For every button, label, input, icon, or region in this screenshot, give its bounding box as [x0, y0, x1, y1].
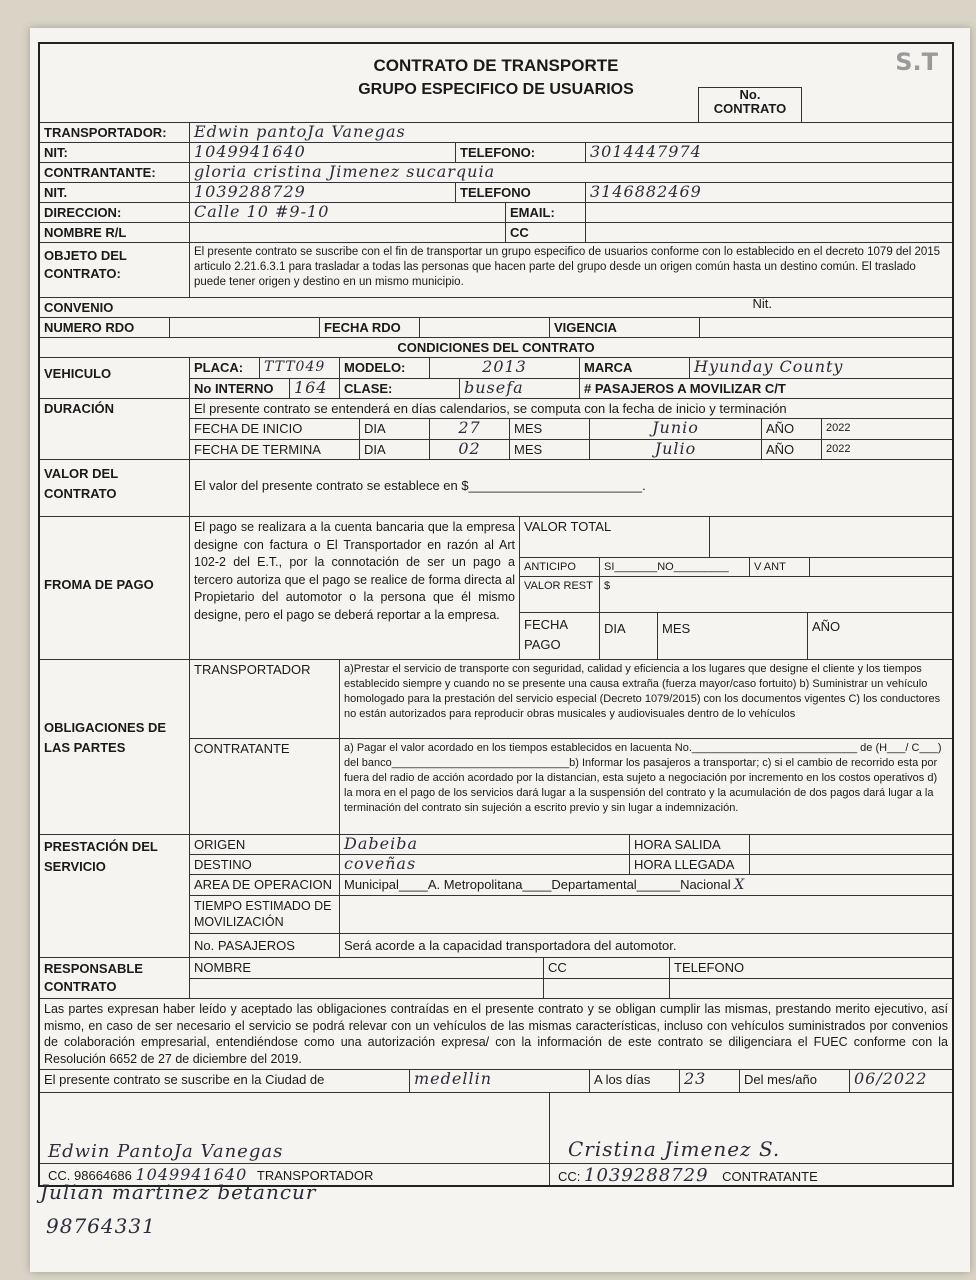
duracion-label: DURACIÓN: [40, 399, 190, 459]
vigencia-value: [700, 318, 952, 337]
valor-total-value: [710, 517, 952, 557]
suscripcion-mes-value: 06/2022: [854, 1070, 928, 1088]
direccion-value: Calle 10 #9-10: [190, 203, 506, 222]
obligaciones-transportador-text: a)Prestar el servicio de transporte con seguridad, calidad y eficiencia a los lugares que designe el cliente y los tiempos establecido siempre y cuando no se presente una causa extraña (fuerza mayor/caso fortuito) b) Suministrar un vehículo homologado para la prestación del servicio especial (Decreto 1079/2015) con los documentos vigentes C) los conductores no están autorizados para reproducir obras musicales y audiovisuales dentro de lo vehículos: [344, 663, 941, 720]
firma-contratante: Cristina Jimenez S.: [568, 1137, 781, 1161]
nombre-rl-value: [190, 223, 506, 242]
clase-label: CLASE:: [340, 379, 460, 399]
inicio-ano-label: AÑO: [762, 419, 822, 438]
marca-label: MARCA: [580, 358, 690, 378]
forma-pago-label: FROMA DE PAGO: [40, 517, 190, 659]
responsable-cc-label: CC: [544, 958, 670, 978]
inicio-ano-value: 2022: [826, 422, 851, 435]
modelo-label: MODELO:: [340, 358, 430, 378]
termina-dia-label: DIA: [360, 440, 430, 459]
telefono2-value: 3146882469: [590, 183, 702, 201]
no-pasajeros-text: Será acorde a la capacidad transportadora del automotor.: [344, 937, 677, 953]
v-ant-label: V ANT: [750, 558, 810, 576]
contrato-label: CONTRATO: [713, 101, 787, 116]
area-operacion-text: Municipal____A. Metropolitana____Departamental______Nacional: [344, 877, 731, 893]
firma-transportador: Edwin PantoJa Vanegas: [48, 1141, 284, 1162]
suscripcion-mes-label: Del mes/año: [740, 1070, 850, 1092]
numero-rdo-value: [170, 318, 320, 337]
condiciones-heading: CONDICIONES DEL CONTRATO: [397, 340, 595, 355]
convenio-nit-label: Nit.: [752, 298, 772, 311]
firma-transportador-cc: CC. 98664686: [48, 1168, 132, 1183]
valor-rest-label: VALOR REST: [520, 577, 600, 613]
transportador-value: Edwin pantoJa Vanegas: [194, 123, 406, 141]
company-logo: S.T: [895, 48, 938, 76]
valor-total-label: VALOR TOTAL: [520, 517, 710, 557]
inicio-dia-value: 27: [430, 419, 510, 438]
fecha-rdo-label: FECHA RDO: [320, 318, 420, 337]
no-label: No.: [739, 87, 761, 102]
hora-salida-value: [750, 835, 952, 854]
clausula-text: Las partes expresan haber leído y aceptado las obligaciones contraídas en el presente contrato y se obligan cumplir las mismas, prestando merito ejecutivo, así mismo, en caso de ser necesario el servicio se podrá relevar con un vehículos de las mismas características, incluso con vehículos suministrados por convenios de colaboración empresarial, entendiéndose como una autorización expresa/ con la información de este contrato se diligenciara el FUEC conforme con la Resolución 6652 de 27 de diciembre del 2019.: [44, 1002, 948, 1066]
firma-transportador-cc-hand: 1049941640: [135, 1165, 248, 1184]
telefono2-label: TELEFONO: [456, 183, 586, 202]
form-title: CONTRATO DE TRANSPORTE: [373, 56, 619, 75]
nit-label: NIT:: [40, 143, 190, 162]
inicio-mes-value: Junio: [590, 419, 762, 438]
pago-mes-label: MES: [658, 613, 808, 659]
firma-transportador-label: TRANSPORTADOR: [256, 1168, 374, 1183]
obligaciones-contratante-label: CONTRATANTE: [190, 739, 340, 834]
objeto-label: OBJETO DEL CONTRATO:: [40, 243, 190, 297]
header-row: [40, 44, 952, 123]
contratante-value: gloria cristina Jimenez sucarquia: [194, 163, 496, 181]
suscripcion-text: El presente contrato se suscribe en la Ciudad de: [40, 1070, 410, 1092]
valor-text: El valor del presente contrato se establece en $________________________.: [194, 478, 646, 493]
telefono-value: 3014447974: [590, 143, 702, 161]
no-pasajeros-label: No. PASAJEROS: [190, 934, 340, 957]
fecha-inicio-label: FECHA DE INICIO: [190, 419, 360, 438]
email-label: EMAIL:: [506, 203, 586, 222]
hora-salida-label: HORA SALIDA: [630, 835, 750, 854]
obligaciones-label: OBLIGACIONES DE LAS PARTES: [40, 660, 190, 834]
contract-form: [38, 42, 954, 1187]
nit2-label: NIT.: [40, 183, 190, 202]
responsable-telefono-label: TELEFONO: [674, 960, 745, 975]
email-value: [586, 203, 952, 222]
suscripcion-dias-value: 23: [680, 1070, 740, 1092]
hora-llegada-value: [750, 855, 952, 874]
valor-rest-value: $: [604, 579, 611, 592]
tiempo-estimado-label: TIEMPO ESTIMADO DE MOVILIZACIÓN: [190, 896, 340, 933]
hora-llegada-label: HORA LLEGADA: [630, 855, 750, 874]
obligaciones-contratante-text: a) Pagar el valor acordado en los tiempos establecidos en lacuenta No.___________________________ de (H___/ C___) del banco_____________________________b) Informar los pasajeros a transportar; c) si el cambio de recorrido esta por fuera del radio de acción acordado por la distancian, esta sujeto a negociación por incremento en los costos operativos d) la mora en el pago de los servicios dará lugar a la suspensión del contrato y la acumulación de dos pagos dará lugar a la terminación del contrato sin sujeción a escrito previo y sin lugar a indemnización.: [344, 741, 942, 814]
interno-value: 164: [290, 379, 340, 399]
contratante-label: CONTRANTANTE:: [40, 163, 190, 182]
cc-label: CC: [506, 223, 586, 242]
placa-value: TTT049: [260, 358, 340, 378]
firma-contratante-label: CONTRATANTE: [722, 1169, 818, 1184]
area-operacion-label: AREA DE OPERACION: [190, 875, 340, 895]
destino-label: DESTINO: [190, 855, 340, 874]
origen-value: Dabeiba: [340, 835, 630, 854]
obligaciones-transportador-label: TRANSPORTADOR: [190, 660, 340, 738]
anticipo-label: ANTICIPO: [520, 558, 600, 576]
inicio-dia-label: DIA: [360, 419, 430, 438]
direccion-label: DIRECCION:: [40, 203, 190, 222]
termina-dia-value: 02: [430, 440, 510, 459]
placa-label: PLACA:: [190, 358, 260, 378]
termina-mes-label: MES: [510, 440, 590, 459]
fecha-rdo-value: [420, 318, 550, 337]
form-subtitle: GRUPO ESPECIFICO DE USUARIOS: [358, 81, 634, 98]
handwritten-extra-number: 98764331: [46, 1214, 156, 1238]
nit-value: 1049941640: [190, 143, 456, 162]
tiempo-estimado-value: [340, 896, 952, 933]
termina-ano-value: 2022: [826, 442, 851, 455]
fecha-pago-label: FECHA PAGO: [520, 613, 600, 659]
duracion-text: El presente contrato se entenderá en días calendarios, se computa con la fecha de inicio y terminación: [194, 401, 787, 416]
handwritten-extra-name: Julian martinez betancur: [40, 1180, 317, 1204]
valor-label: VALOR DEL CONTRATO: [40, 460, 190, 516]
convenio-label: CONVENIO: [44, 300, 114, 315]
telefono-label: TELEFONO:: [456, 143, 586, 162]
forma-pago-text: El pago se realizara a la cuenta bancaria que la empresa designe con factura o El Transportador en razón al Art 102-2 del E.T., por la connotación de ser un pago a tercero autoriza que el pago se realice de forma directa al Propietario del automotor o la persona que él mismo designe, pero el pago se deberá reportar a la empresa.: [190, 517, 520, 659]
firma-contratante-cc-hand: 1039288729: [584, 1165, 709, 1185]
destino-value: coveñas: [340, 855, 630, 874]
nombre-rl-label: NOMBRE R/L: [40, 223, 190, 242]
area-operacion-mark: X: [734, 877, 746, 894]
responsable-nombre-label: NOMBRE: [190, 958, 544, 978]
suscripcion-dias-label: A los días: [590, 1070, 680, 1092]
suscripcion-ciudad: medellin: [410, 1070, 590, 1092]
objeto-text: El presente contrato se suscribe con el fin de transportar un grupo especifico de usuarios conforme con lo establecido en el decreto 1079 del 2015 articulo 2.21.6.3.1 para trasladar a todas las personas que hacen parte del grupo desde un origen común hasta un destino común. El traslado puede tener origen y destino en un mismo municipio.: [194, 246, 941, 288]
servicio-label: PRESTACIÓN DEL SERVICIO: [40, 835, 190, 957]
termina-mes-value: Julio: [590, 440, 762, 459]
pago-ano-label: AÑO: [812, 619, 841, 635]
contract-number-box: [698, 87, 802, 122]
firma-contratante-cc: CC:: [558, 1169, 581, 1184]
vehiculo-label: VEHICULO: [40, 358, 190, 398]
pasajeros-movilizar-label: # PASAJEROS A MOVILIZAR C/T: [584, 380, 786, 396]
interno-label: No INTERNO: [190, 379, 290, 399]
anticipo-si-no: SI_______NO_________: [600, 558, 750, 576]
termina-ano-label: AÑO: [762, 440, 822, 459]
inicio-mes-label: MES: [510, 419, 590, 438]
transportador-label: TRANSPORTADOR:: [40, 123, 190, 142]
responsable-label: RESPONSABLE CONTRATO: [40, 958, 190, 998]
fecha-termina-label: FECHA DE TERMINA: [190, 440, 360, 459]
nit2-value: 1039288729: [190, 183, 456, 202]
marca-value: Hyunday County: [694, 358, 844, 376]
modelo-value: 2013: [430, 358, 580, 378]
vigencia-label: VIGENCIA: [550, 318, 700, 337]
origen-label: ORIGEN: [190, 835, 340, 854]
numero-rdo-label: NUMERO RDO: [40, 318, 170, 337]
pago-dia-label: DIA: [600, 613, 658, 659]
clase-value: busefa: [460, 379, 580, 399]
cc-value: [586, 223, 952, 242]
v-ant-value: [810, 558, 952, 576]
